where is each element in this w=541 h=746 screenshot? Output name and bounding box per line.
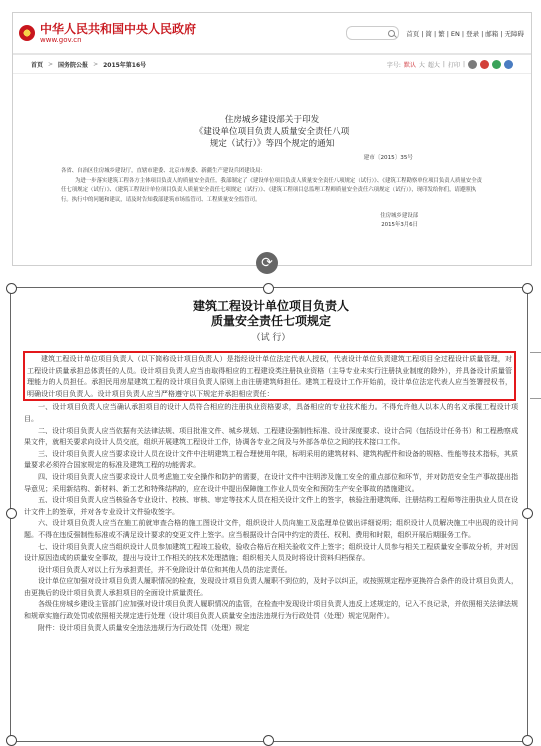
highlighted-paragraph: 建筑工程设计单位项目负责人（以下简称设计项目负责人）是指经设计单位法定代表人授权，代表设计单位负责建筑工程项目全过程设计质量管理，对工程设计质量承担总体责任的人员。设计项目负责人应当由取得相应的工程建设类注册执业资格（主导专业未实行注册执业制度的除外），并具备设计质量管理能力的人员担任。承担民用房屋建筑工程的设计项目负责人原则上由注册建筑师担任。建筑工程设计工作开始前，设计单位法定代表人应当签署授权书，明确设计项目负责人。设计项目负责人应当严格遵守以下规定并承担相应责任： xyxy=(27,354,512,398)
highlight-box xyxy=(23,351,516,401)
rule-item: 各级住房城乡建设主管部门应加强对设计项目负责人履职情况的监管，在检查中发现设计项目负责人违反上述规定的，记入不良记录，并依照相关法律法规和规章实施行政处罚或依照相关规定进行处理（设计项目负责人质量安全违法违规行为行政处罚（处理）规定见附件）。 xyxy=(24,599,518,621)
notice-heading-line: 住房城乡建设部关于印发 xyxy=(224,115,320,125)
rule-attachment: 附件：设计项目负责人质量安全违法违规行为行政处罚（处理）规定 xyxy=(38,622,250,632)
signature-org: 住房城乡建设部 xyxy=(380,212,418,219)
rotate-handle[interactable] xyxy=(256,252,278,274)
link-sep: | xyxy=(434,29,437,38)
header-links xyxy=(405,29,525,38)
notice-heading-line: 《建设单位项目负责人质量安全责任八项 xyxy=(194,127,350,137)
rule-subtitle: （试 行） xyxy=(251,333,291,343)
site-title: 中华人民共和国中央人民政府 xyxy=(40,21,197,36)
link-login[interactable]: 登录 xyxy=(466,29,480,38)
resize-handle-right[interactable] xyxy=(522,508,533,519)
margin-marker xyxy=(530,398,541,399)
rotate-icon: ⟳ xyxy=(261,255,273,271)
breadcrumb-gazette[interactable]: 国务院公报 xyxy=(58,61,89,69)
rule-item: 三、设计项目负责人应当要求设计人员在设计文件中注明建筑工程合理使用年限，标明采用的建筑材料、建筑构配件和设备的规格、性能等技术指标，其质量要求必须符合国家规定的标准及建筑工程的功能需求。 xyxy=(24,448,518,470)
rule-item: 设计项目负责人对以上行为承担责任，并不免除设计单位和其他人员的法定责任。 xyxy=(38,564,292,574)
weibo-icon[interactable] xyxy=(480,60,489,69)
link-sep: | xyxy=(446,29,449,38)
qq-icon[interactable] xyxy=(504,60,513,69)
notice-heading-line: 规定（试行）》等四个规定的通知 xyxy=(209,139,335,149)
font-size-default[interactable]: 默认 xyxy=(403,61,416,69)
notice-body xyxy=(13,167,531,206)
notice-signature xyxy=(13,212,531,231)
link-traditional[interactable]: 繁 xyxy=(438,29,445,38)
breadcrumb xyxy=(13,55,531,74)
rule-item: 二、设计项目负责人应当依据有关法律法规、项目批准文件、城乡规划、工程建设强制性标准、设计深度要求、设计合同（包括设计任务书）和工程勘察成果文件，就相关要求向设计人员交底，组织开展建筑工程设计工作，协调各专业之间及与外部各单位之间的技术接口工作。 xyxy=(24,425,518,447)
rule-item: 设计单位应加强对设计项目负责人履职情况的检查，发现设计项目负责人履职不到位的，及时予以纠正，或按照规定程序更换符合条件的设计项目负责人，由更换后的设计项目负责人承担项目的全面设计质量责任。 xyxy=(24,576,518,597)
link-mail[interactable]: 邮箱 xyxy=(485,29,499,38)
search-input[interactable] xyxy=(346,26,399,40)
national-emblem-icon xyxy=(19,25,35,41)
rule-item: 一、设计项目负责人应当确认承担项目的设计人员符合相应的注册执业资格要求，具备相应的专业技术能力。不得允许他人以本人的名义承揽工程设计项目。 xyxy=(24,402,518,423)
link-sep: | xyxy=(421,29,424,38)
document-number: 建市〔2015〕35号 xyxy=(363,155,413,161)
page-tools xyxy=(387,60,513,69)
tools-sep: | xyxy=(442,60,445,68)
print-link[interactable]: 打印 xyxy=(447,61,460,69)
link-sep: | xyxy=(461,29,465,38)
link-sep: | xyxy=(481,29,484,38)
breadcrumb-home[interactable]: 首页 xyxy=(31,61,44,69)
share-icon[interactable] xyxy=(468,60,477,69)
site-header xyxy=(13,13,531,55)
font-size-large[interactable]: 大 xyxy=(418,61,425,69)
rule-document-image xyxy=(20,297,522,738)
font-size-label: 字号: xyxy=(386,61,401,69)
resize-handle-left[interactable] xyxy=(6,508,17,519)
signature-date: 2015年3月6日 xyxy=(381,222,418,229)
breadcrumb-sep: > xyxy=(93,60,99,68)
rule-item: 四、设计项目负责人应当要求设计人员考虑施工安全操作和防护的需要，在设计文件中注明涉及施工安全的重点部位和环节，并对防范安全生产事故提出指导意见；采用新结构、新材料、新工艺和特殊结构的，应在设计中提出保障施工作业人员安全和预防生产安全事故的措施建议。 xyxy=(24,471,518,493)
rule-item: 七、设计项目负责人应当组织设计人员参加建筑工程竣工验收，验收合格后在相关验收文件上签字；组织设计人员参与相关工程质量安全事故分析，并对因设计原因造成的质量安全事故，提出与设计工作相关的技术处理措施；组织相关人员及时将设计资料归档保存。 xyxy=(24,541,518,563)
rule-title-line: 质量安全责任七项规定 xyxy=(210,314,331,328)
rule-item: 六、设计项目负责人应当在施工前就审查合格的施工图设计文件，组织设计人员向施工及监理单位做出详细说明；组织设计人员解决施工中出现的设计问题。不得在违反强制性标准或不满足设计要求的变更文件上签字。应当根据设计合同中约定的责任、权利、费用和时限，组织开展后期服务工作。 xyxy=(24,518,518,539)
search-icon[interactable] xyxy=(388,30,395,37)
margin-marker xyxy=(530,352,541,353)
resize-handle-bottom-right[interactable] xyxy=(522,735,533,746)
notice-paragraph: 为进一步落实建筑工程各方主体项目负责人的质量安全责任，我部制定了《建设单位项目负责人质量安全责任八项规定（试行）》、《建筑工程勘察单位项目负责人质量安全责任七项规定（试行）》、《建筑工程设计单位项目负责人质量安全责任七项规定（试行）》、《建筑工程项目总监理工程师质量安全责任六项规定（试行）》，现印发给你们，请遵照执行。执行中的问题和建议，请及时告知我部建筑市场监管司、工程质量安全监管司。 xyxy=(61,177,482,204)
resize-handle-top-left[interactable] xyxy=(6,283,17,294)
site-logo[interactable] xyxy=(40,23,196,44)
link-sep: | xyxy=(500,29,503,38)
wechat-icon[interactable] xyxy=(492,60,501,69)
rule-title-line: 建筑工程设计单位项目负责人 xyxy=(192,299,349,313)
rule-item: 五、设计项目负责人应当核验各专业设计、校核、审核、审定等技术人员在相关设计文件上的签字，核验注册建筑师、注册结构工程师等注册执业人员在设计文件上的签章，并对各专业设计文件验收签字。 xyxy=(24,495,518,516)
tools-sep: | xyxy=(462,60,465,68)
resize-handle-top[interactable] xyxy=(263,283,274,294)
site-url: www.gov.cn xyxy=(40,35,82,44)
link-home[interactable]: 首页 xyxy=(406,29,420,38)
notice-salutation: 各省、自治区住房城乡建设厅，直辖市建委、北京市规委、新疆生产建设兵团建设局： xyxy=(61,168,266,174)
link-simplified[interactable]: 简 xyxy=(425,29,432,38)
breadcrumb-issue[interactable]: 2015年第16号 xyxy=(103,61,147,69)
font-size-xlarge[interactable]: 超大 xyxy=(427,61,440,69)
link-english[interactable]: EN xyxy=(450,29,460,38)
breadcrumb-sep: > xyxy=(48,60,54,68)
rule-title xyxy=(20,299,522,329)
rule-body xyxy=(20,351,522,633)
link-accessibility[interactable]: 无障碍 xyxy=(504,29,524,38)
notice-heading xyxy=(13,114,531,150)
resize-handle-bottom-left[interactable] xyxy=(6,735,17,746)
gov-page-screenshot xyxy=(12,12,532,266)
resize-handle-top-right[interactable] xyxy=(522,283,533,294)
